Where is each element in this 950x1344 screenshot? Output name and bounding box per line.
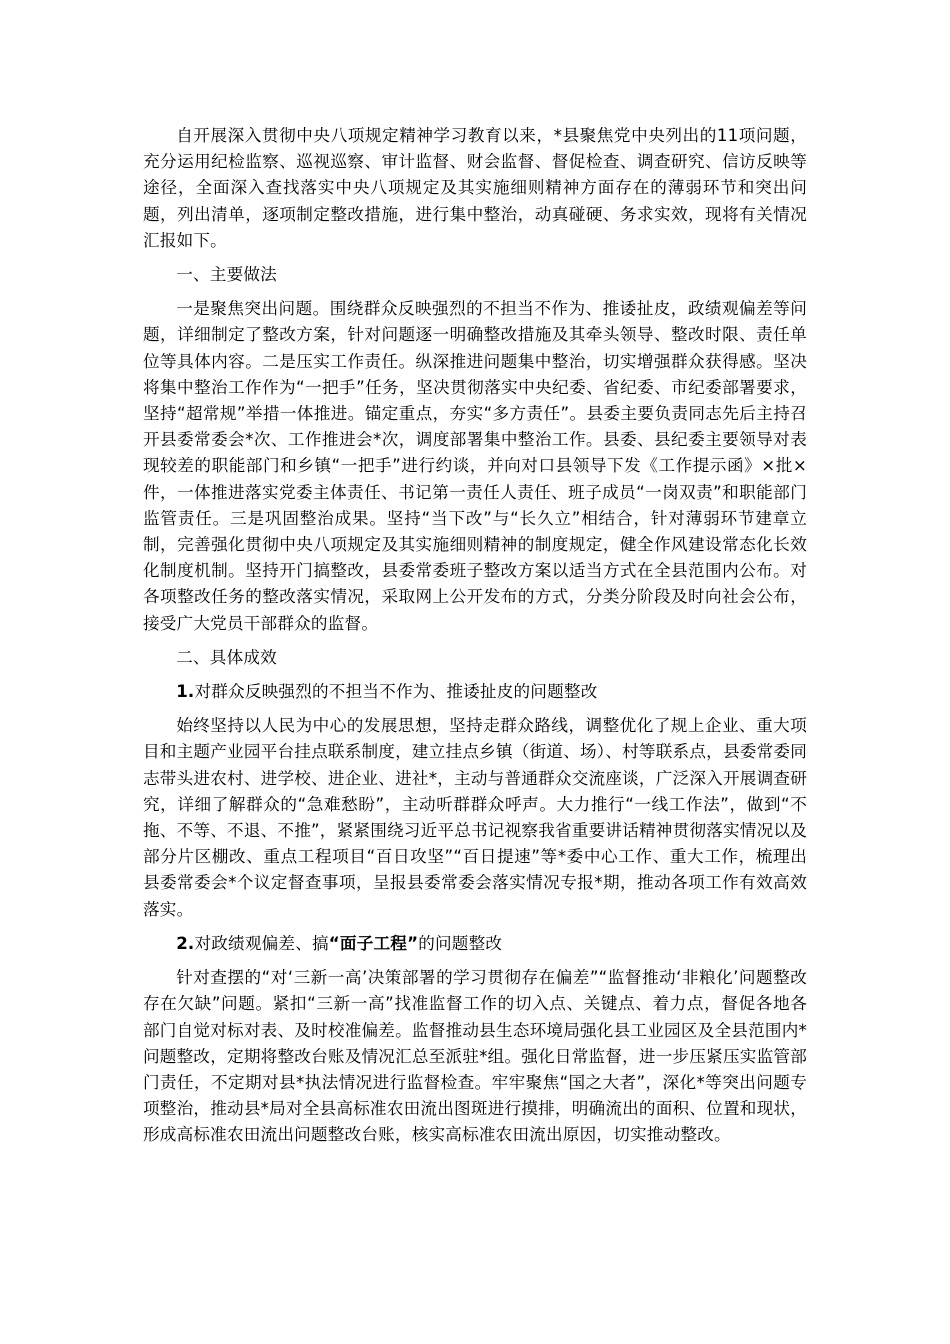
subheading-item-1 — [143, 679, 807, 705]
item-2-number: 2. — [176, 933, 195, 953]
section-heading-main-practices: 一、主要做法 — [176, 265, 277, 285]
intro-paragraph: 自开展深入贯彻中央八项规定精神学习教育以来，*县聚焦党中央列出的11项问题，充分运用纪检监察、巡视巡察、审计监督、财会监督、督促检查、调查研究、信访反映等途径，全面深入查找落实中央八项规定及其实施细则精神方面存在的薄弱环节和突出问题，列出清单，逐项制定整改措施，进行集中整治，动真碰硬、务求实效，现将有关情况汇报如下。 — [143, 126, 807, 250]
item-1-paragraph: 始终坚持以人民为中心的发展思想，坚持走群众路线，调整优化了规上企业、重大项目和主题产业园平台挂点联系制度，建立挂点乡镇（街道、场）、村等联系点，县委常委同志带头进农村、进学校、进企业、进社*，主动与普通群众交流座谈，广泛深入开展调查研究，详细了解群众的“急难愁盼”，主动听群群众呼声。大力推行“一线工作法”，做到“不拖、不等、不退、不推”，紧紧围绕习近平总书记视察我省重要讲话精神贯彻落实情况以及部分片区棚改、重点工程项目“百日攻坚”“百日提速”等*委中心工作、重大工作，梳理出县委常委会*个议定督查事项，呈报县委常委会落实情况专报*期，推动各项工作有效高效落实。 — [143, 716, 807, 919]
item-1-number: 1. — [176, 682, 195, 702]
item-2-title-part-c: 的问题整改 — [418, 933, 503, 953]
document-body — [143, 123, 807, 1149]
section-heading-results: 二、具体成效 — [176, 647, 277, 667]
item-2-title-part-a: 对政绩观偏差、搞 — [194, 933, 329, 953]
main-practices-paragraph: 一是聚焦突出问题。围绕群众反映强烈的不担当不作为、推诿扯皮，政绩观偏差等问题，详细制定了整改方案，针对问题逐一明确整改措施及其牵头领导、整改时限、责任单位等具体内容。二是压实工作责任。纵深推进问题集中整治，切实增强群众获得感。坚决将集中整治工作作为“一把手”任务，坚决贯彻落实中央纪委、省纪委、市纪委部署要求，坚持“超常规”举措一体推进。锚定重点，夯实“多方责任”。县委主要负责同志先后主持召开县委常委会*次、工作推进会*次，调度部署集中整治工作。县委、县纪委主要领导对表现较差的职能部门和乡镇“一把手”进行约谈，并向对口县领导下发《工作提示函》×批×件，一体推进落实党委主体责任、书记第一责任人责任、班子成员“一岗双责”和职能部门监管责任。三是巩固整治成果。坚持“当下改”与“长久立”相结合，针对薄弱环节建章立制，完善强化贯彻中央八项规定及其实施细则精神的制度规定，健全作风建设常态化长效化制度机制。坚持开门搞整改，县委常委班子整改方案以适当方式在全县范围内公布。对各项整改任务的整改落实情况，采取网上公开发布的方式，分类分阶段及时向社会公布，接受广大党员干部群众的监督。 — [143, 299, 807, 633]
item-2-title-part-b: “面子工程” — [328, 933, 419, 953]
item-1-title: 对群众反映强烈的不担当不作为、推诿扯皮的问题整改 — [194, 682, 598, 702]
subheading-item-2 — [143, 931, 807, 957]
item-2-paragraph: 针对查摆的“对‘三新一高’决策部署的学习贯彻存在偏差”“监督推动‘非粮化’问题整改存在欠缺”问题。紧扣“三新一高”找准监督工作的切入点、关键点、着力点，督促各地各部门自觉对标对表、及时校准偏差。监督推动县生态环境局强化县工业园区及全县范围内*问题整改，定期将整改台账及情况汇总至派驻*组。强化日常监督，进一步压紧压实监管部门责任，不定期对县*执法情况进行监督检查。牢牢聚焦“国之大者”，深化*等突出问题专项整治，推动县*局对全县高标准农田流出图斑进行摸排，明确流出的面积、位置和现状，形成高标准农田流出问题整改台账，核实高标准农田流出原因，切实推动整改。 — [143, 968, 807, 1145]
